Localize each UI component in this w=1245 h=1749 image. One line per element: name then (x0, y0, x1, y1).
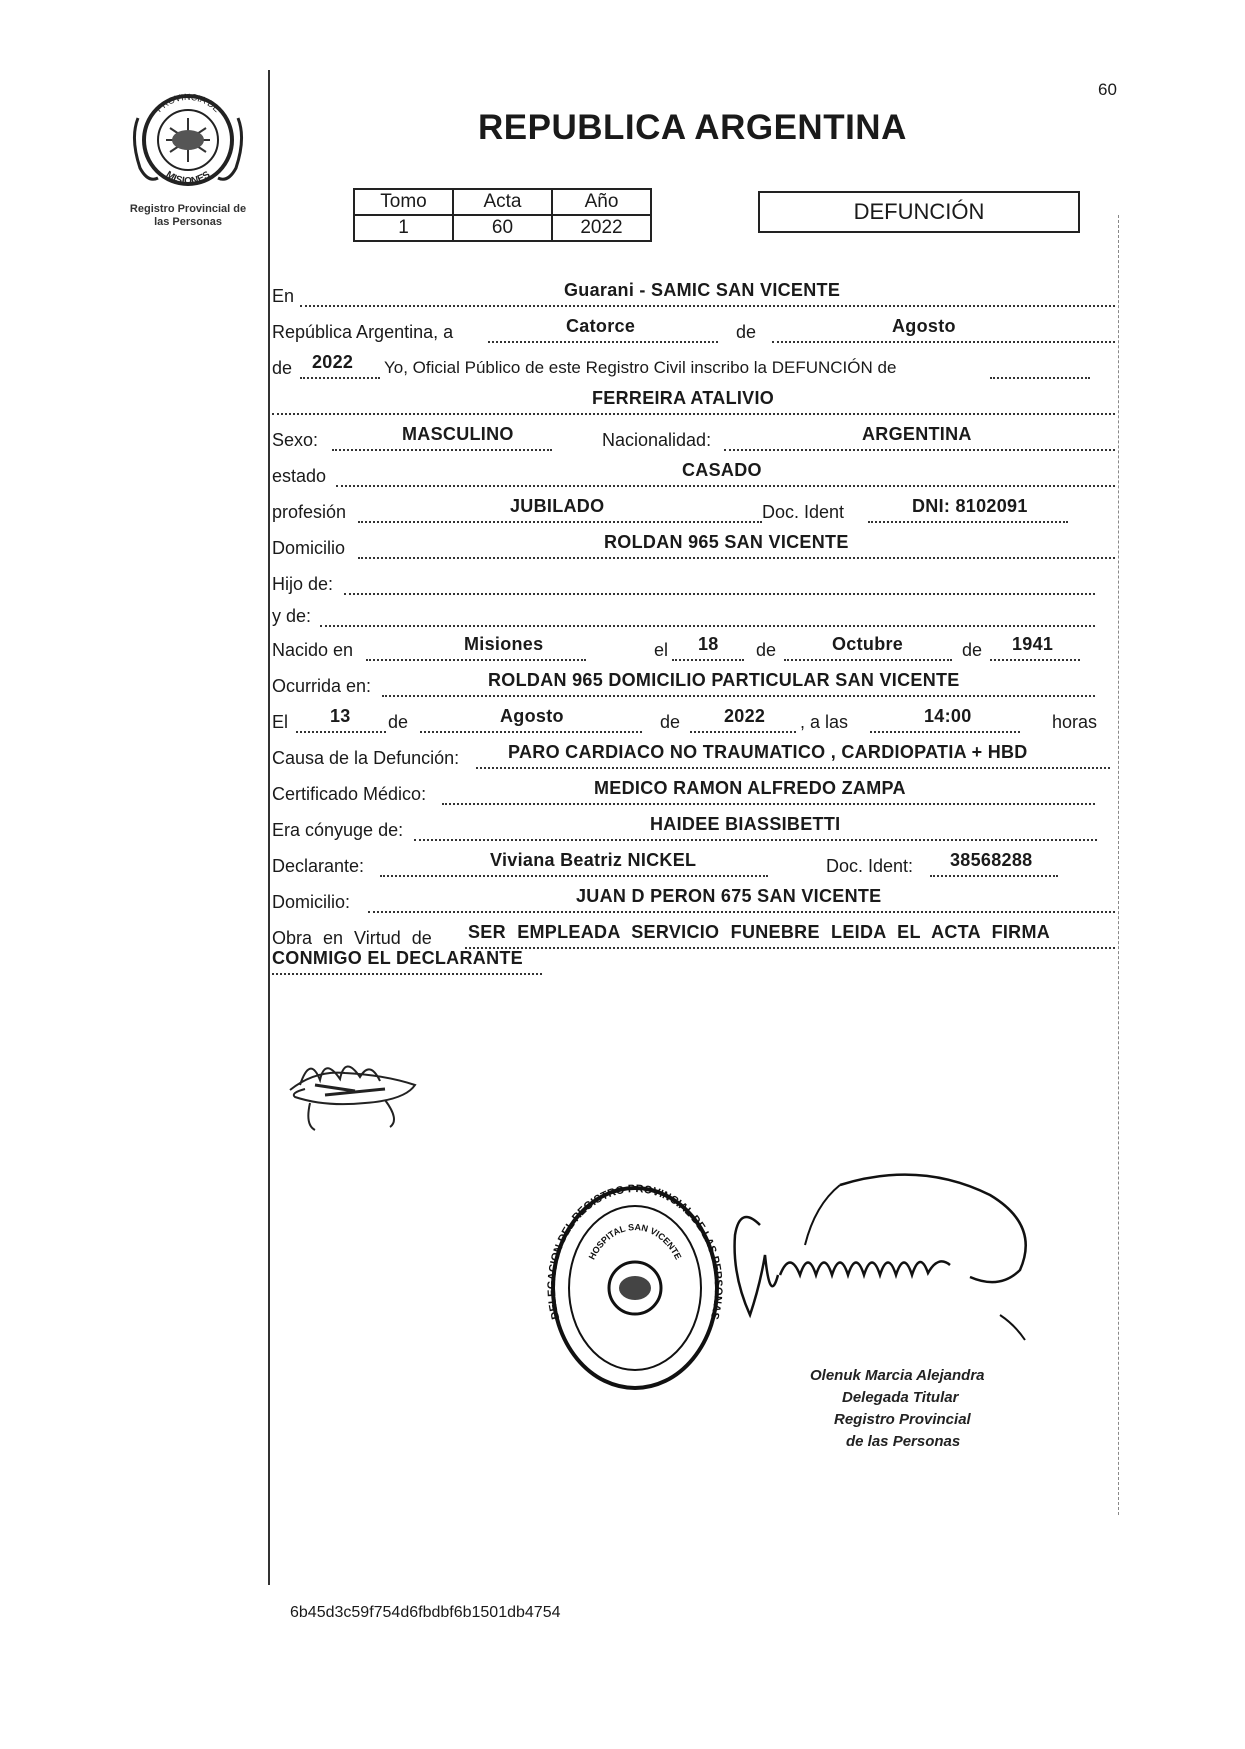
obra-value-line2: CONMIGO EL DECLARANTE (272, 948, 523, 968)
fallec-anio: 2022 (724, 706, 766, 726)
tomo-value: 1 (354, 215, 453, 241)
ocurrida-value: ROLDAN 965 DOMICILIO PARTICULAR SAN VICENTE (488, 670, 960, 690)
row-obra-continuacion (272, 948, 1117, 978)
row-sexo: Sexo: MASCULINO Nacionalidad: ARGENTINA (272, 424, 1117, 454)
fallec-mes: Agosto (500, 706, 564, 726)
row-hijo-de: Hijo de: (272, 568, 1117, 598)
nacido-anio: 1941 (1012, 634, 1054, 654)
row-y-de: y de: (272, 600, 1117, 630)
row-profesion: profesión JUBILADO Doc. Ident DNI: 8102091 (272, 496, 1117, 526)
row-ocurrida: Ocurrida en: ROLDAN 965 DOMICILIO PARTICULAR SAN VICENTE (272, 670, 1117, 700)
delegation-seal-stamp (545, 1180, 725, 1395)
row-domicilio: Domicilio ROLDAN 965 SAN VICENTE (272, 532, 1117, 562)
row-fecha-defuncion: El 13 de Agosto de 2022 , a las 14:00 horas (272, 706, 1098, 732)
registry-caption: Registro Provincial de las Personas (129, 203, 247, 228)
official-office: Registro Provincial (834, 1411, 971, 1428)
row-lugar: En Guarani - SAMIC SAN VICENTE (272, 280, 1117, 310)
official-stamp-text (810, 1365, 1060, 1453)
doc-value: DNI: 8102091 (912, 496, 1028, 516)
acta-header: Acta (453, 189, 552, 215)
nacido-lugar: Misiones (464, 634, 544, 654)
nacido-dia: 18 (698, 634, 719, 654)
row-fecha-inscripcion: República Argentina, a Catorce de Agosto (272, 316, 1117, 346)
estado-value: CASADO (682, 460, 762, 480)
row-declarante: Declarante: Viviana Beatriz NICKEL Doc. Ident: 38568288 (272, 850, 1117, 880)
anio-inscripcion: 2022 (312, 352, 354, 372)
official-name: Olenuk Marcia Alejandra (810, 1367, 985, 1384)
declarant-signature-icon (285, 1045, 425, 1135)
obra-value-line1: SER EMPLEADA SERVICIO FUNEBRE LEIDA EL ACTA FIRMA (468, 922, 1051, 942)
row-nacimiento: Nacido en Misiones el 18 de Octubre de 1941 (272, 634, 1117, 664)
row-estado: estado CASADO (272, 460, 1117, 490)
declarante-doc: 38568288 (950, 850, 1033, 870)
row-causa: Causa de la Defunción: PARO CARDIACO NO TRAUMATICO , CARDIOPATIA + HBD (272, 742, 1117, 772)
row-conyuge: Era cónyuge de: HAIDEE BIASSIBETTI (272, 814, 1117, 844)
row-obra: Obra en Virtud de SER EMPLEADA SERVICIO FUNEBRE LEIDA EL ACTA FIRMA (272, 922, 1117, 952)
acta-value: 60 (453, 215, 552, 241)
svg-text:PROVINCIA DE: PROVINCIA DE (153, 91, 223, 115)
page-number: 60 (1098, 80, 1117, 99)
document-hash: 6b45d3c59f754d6fbdbf6b1501db4754 (290, 1604, 561, 1621)
row-nombre (272, 388, 1117, 418)
record-number-table (353, 188, 652, 242)
row-domicilio-declarante: Domicilio: JUAN D PERON 675 SAN VICENTE (272, 886, 1117, 916)
anio-value: 2022 (552, 215, 651, 241)
declarante-value: Viviana Beatriz NICKEL (490, 850, 697, 870)
record-type-box: DEFUNCIÓN (758, 191, 1080, 233)
tomo-header: Tomo (354, 189, 453, 215)
official-signature-icon (720, 1165, 1060, 1350)
svg-text:MISIONES: MISIONES (163, 169, 213, 187)
official-role: Delegada Titular (842, 1389, 959, 1406)
fallec-dia: 13 (330, 706, 351, 726)
causa-value: PARO CARDIACO NO TRAUMATICO , CARDIOPATIA + HBD (508, 742, 1028, 762)
lugar-value: Guarani - SAMIC SAN VICENTE (564, 280, 841, 300)
profesion-value: JUBILADO (510, 496, 605, 516)
fallec-hora: 14:00 (924, 706, 972, 726)
provincial-crest-logo (128, 78, 248, 198)
domicilio-value: ROLDAN 965 SAN VICENTE (604, 532, 849, 552)
left-margin-rule (268, 70, 270, 1585)
mes-texto: Agosto (892, 316, 956, 336)
anio-header: Año (552, 189, 651, 215)
document-title: REPUBLICA ARGENTINA (478, 108, 907, 147)
certificado-value: MEDICO RAMON ALFREDO ZAMPA (594, 778, 906, 798)
official-office-2: de las Personas (846, 1433, 961, 1450)
nacionalidad-value: ARGENTINA (862, 424, 972, 444)
conyuge-value: HAIDEE BIASSIBETTI (650, 814, 841, 834)
domicilio-declarante-value: JUAN D PERON 675 SAN VICENTE (576, 886, 882, 906)
svg-text:DELEGACION DEL REGISTRO PROVIN: DELEGACION DEL REGISTRO PROVINCIAL DE LAS PERSONAS (545, 1183, 725, 1321)
dia-texto: Catorce (566, 316, 636, 336)
right-margin-rule (1118, 215, 1119, 1515)
row-certificado: Certificado Médico: MEDICO RAMON ALFREDO ZAMPA (272, 778, 1117, 808)
svg-text:HOSPITAL SAN VICENTE: HOSPITAL SAN VICENTE (586, 1222, 684, 1262)
row-anio-inscripcion: de 2022 Yo, Oficial Público de este Registro Civil inscribo la DEFUNCIÓN de (272, 352, 1117, 382)
nacido-mes: Octubre (832, 634, 904, 654)
deceased-name: FERREIRA ATALIVIO (592, 388, 775, 408)
sexo-value: MASCULINO (402, 424, 514, 444)
